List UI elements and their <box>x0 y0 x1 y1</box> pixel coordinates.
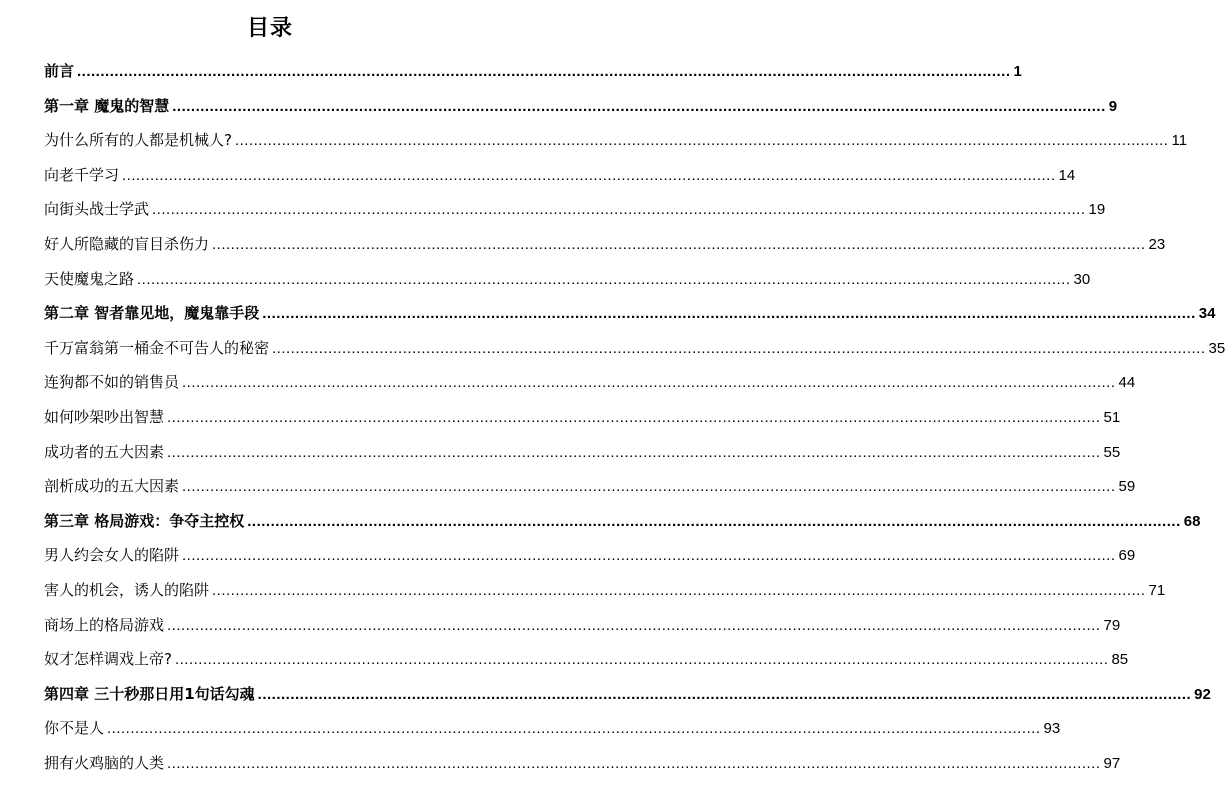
toc-entry-label: 商场上的格局游戏 <box>44 615 165 634</box>
toc-chapter-entry[interactable] <box>44 89 1118 124</box>
dot-leader: ........................................................................................................................................................................................................ <box>247 512 1181 530</box>
toc-entry-label: 拥有火鸡脑的人类 <box>44 753 165 772</box>
toc-entry-label: 千万富翁第一桶金不可告人的秘密 <box>44 338 270 357</box>
toc-chapter-entry[interactable] <box>44 504 1201 539</box>
dot-leader: ........................................................................................................................................................................................................ <box>272 339 1206 357</box>
toc-entry-page-number: 97 <box>1103 754 1121 772</box>
dot-leader: ........................................................................................................................................................................................................ <box>174 651 1109 669</box>
toc-entry-label: 连狗都不如的销售员 <box>44 373 180 392</box>
toc-entry-label: 天使魔鬼之路 <box>44 269 135 288</box>
toc-entry-label: 男人约会女人的陷阱 <box>44 546 180 565</box>
toc-entry-label: 剖析成功的五大因素 <box>44 477 180 496</box>
toc-section-entry[interactable] <box>44 711 1061 746</box>
toc-entry-page-number: 9 <box>1108 97 1118 115</box>
toc-entry-page-number: 34 <box>1198 305 1216 323</box>
toc-section-entry[interactable] <box>44 538 1136 573</box>
toc-entry-page-number: 59 <box>1118 478 1136 496</box>
toc-section-entry[interactable] <box>44 400 1121 435</box>
toc-entry-label: 如何吵架吵出智慧 <box>44 407 165 426</box>
dot-leader: ........................................................................................................................................................................................................ <box>167 443 1101 461</box>
toc-entry-label: 第四章 三十秒那日用1句话勾魂 <box>44 684 255 703</box>
dot-leader: ........................................................................................................................................................................................................ <box>107 720 1041 738</box>
toc-entry-page-number: 14 <box>1058 166 1076 184</box>
toc-entry-page-number: 85 <box>1111 651 1129 669</box>
toc-entry-label: 第三章 格局游戏：争夺主控权 <box>44 511 245 530</box>
toc-chapter-entry[interactable] <box>44 54 1022 89</box>
toc-entry-label: 向老千学习 <box>44 165 120 184</box>
toc-entry-page-number: 69 <box>1118 547 1136 565</box>
toc-entry-label: 害人的机会，诱人的陷阱 <box>44 580 210 599</box>
toc-entry-label: 第一章 魔鬼的智慧 <box>44 96 170 115</box>
toc-entry-label: 奴才怎样调戏上帝? <box>44 650 172 669</box>
table-of-contents <box>44 54 1225 780</box>
toc-entry-page-number: 11 <box>1171 132 1188 150</box>
toc-entry-page-number: 1 <box>1013 63 1022 80</box>
toc-section-entry[interactable] <box>44 469 1136 504</box>
dot-leader: ........................................................................................................................................................................................................ <box>182 547 1116 565</box>
dot-leader: ........................................................................................................................................................................................................ <box>212 235 1146 253</box>
dot-leader: ........................................................................................................................................................................................................ <box>182 374 1116 392</box>
dot-leader: ........................................................................................................................................................................................................ <box>262 305 1196 323</box>
toc-chapter-entry[interactable] <box>44 677 1211 712</box>
toc-section-entry[interactable] <box>44 608 1121 643</box>
toc-entry-page-number: 30 <box>1073 270 1091 288</box>
page-title: 目录 <box>246 16 293 41</box>
toc-entry-page-number: 92 <box>1194 685 1211 703</box>
dot-leader: ........................................................................................................................................................................................................ <box>122 166 1056 184</box>
toc-entry-label: 第二章 智者靠见地，魔鬼靠手段 <box>44 304 260 323</box>
toc-section-entry[interactable] <box>44 227 1166 262</box>
dot-leader: ........................................................................................................................................................................................................ <box>137 270 1071 288</box>
dot-leader: ........................................................................................................................................................................................................ <box>152 201 1086 219</box>
toc-section-entry[interactable] <box>44 573 1166 608</box>
toc-section-entry[interactable] <box>44 642 1129 677</box>
toc-entry-page-number: 68 <box>1183 512 1201 530</box>
toc-entry-page-number: 23 <box>1148 235 1166 253</box>
toc-entry-label: 前言 <box>44 62 75 80</box>
toc-entry-label: 向街头战士学武 <box>44 200 150 219</box>
toc-chapter-entry[interactable] <box>44 296 1216 331</box>
toc-entry-page-number: 35 <box>1208 339 1225 357</box>
toc-section-entry[interactable] <box>44 123 1188 158</box>
dot-leader: ........................................................................................................................................................................................................ <box>172 97 1106 115</box>
dot-leader: ........................................................................................................................................................................................................ <box>77 63 1011 80</box>
dot-leader: ........................................................................................................................................................................................................ <box>167 408 1101 426</box>
dot-leader: ........................................................................................................................................................................................................ <box>167 754 1101 772</box>
toc-entry-label: 成功者的五大因素 <box>44 442 165 461</box>
toc-entry-page-number: 19 <box>1088 201 1106 219</box>
toc-section-entry[interactable] <box>44 331 1225 366</box>
dot-leader: ........................................................................................................................................................................................................ <box>257 685 1192 703</box>
dot-leader: ........................................................................................................................................................................................................ <box>234 132 1169 150</box>
toc-section-entry[interactable] <box>44 435 1121 470</box>
toc-entry-label: 好人所隐藏的盲目杀伤力 <box>44 234 210 253</box>
toc-entry-page-number: 44 <box>1118 374 1136 392</box>
dot-leader: ........................................................................................................................................................................................................ <box>182 478 1116 496</box>
toc-entry-page-number: 51 <box>1103 408 1121 426</box>
toc-section-entry[interactable] <box>44 746 1121 781</box>
toc-entry-label: 为什么所有的人都是机械人? <box>44 131 232 150</box>
toc-entry-page-number: 71 <box>1148 581 1166 599</box>
toc-entry-label: 你不是人 <box>44 719 105 738</box>
toc-entry-page-number: 55 <box>1103 443 1121 461</box>
dot-leader: ........................................................................................................................................................................................................ <box>167 616 1101 634</box>
toc-section-entry[interactable] <box>44 262 1091 297</box>
toc-section-entry[interactable] <box>44 365 1136 400</box>
dot-leader: ........................................................................................................................................................................................................ <box>212 581 1146 599</box>
toc-section-entry[interactable] <box>44 158 1076 193</box>
toc-entry-page-number: 79 <box>1103 616 1121 634</box>
toc-entry-page-number: 93 <box>1043 720 1061 738</box>
toc-section-entry[interactable] <box>44 192 1106 227</box>
